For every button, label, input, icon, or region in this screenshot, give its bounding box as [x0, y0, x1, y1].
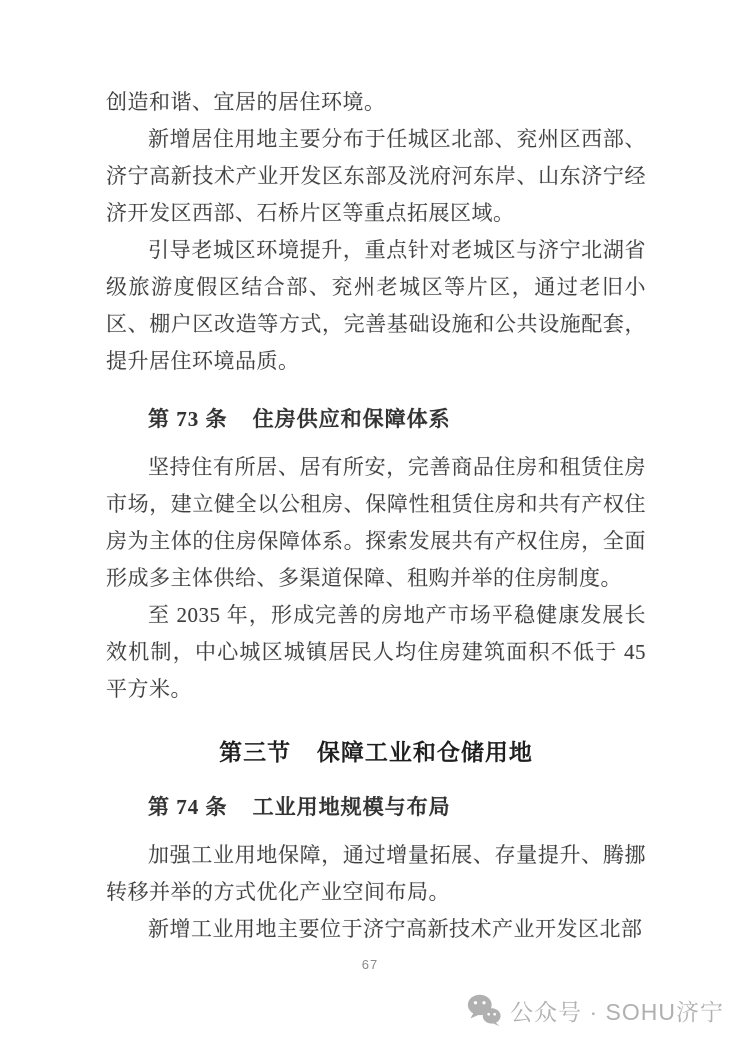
- article-heading-74: [106, 792, 646, 822]
- page-number: 67: [361, 957, 379, 972]
- watermark-text: 公众号 · SOHU济宁: [510, 998, 724, 1025]
- paragraph: 新增居住用地主要分布于任城区北部、兖州区西部、济宁高新技术产业开发区东部及洸府河东岸、山东济宁经济开发区西部、石桥片区等重点拓展区域。: [106, 127, 646, 225]
- paragraph: 加强工业用地保障，通过增量拓展、存量提升、腾挪转移并举的方式优化产业空间布局。: [106, 843, 646, 904]
- paragraph-continuation: 创造和谐、宜居的居住环境。: [106, 90, 386, 114]
- paragraph: 至 2035 年，形成完善的房地产市场平稳健康发展长效机制，中心城区城镇居民人均住房建筑面积不低于 45 平方米。: [106, 603, 646, 701]
- article-title: 工业用地规模与布局: [252, 795, 451, 819]
- paragraph: 坚持住有所居、居有所安，完善商品住房和租赁住房市场，建立健全以公租房、保障性租赁住房和共有产权住房为主体的住房保障体系。探索发展共有产权住房，全面形成多主体供给、多渠道保障、租购并举的住房制度。: [106, 455, 646, 590]
- document-body: [106, 84, 646, 948]
- paragraph: 引导老城区环境提升，重点针对老城区与济宁北湖省级旅游度假区结合部、兖州老城区等片区，通过老旧小区、棚户区改造等方式，完善基础设施和公共设施配套，提升居住环境品质。: [106, 238, 646, 373]
- section-title: 保障工业和仓储用地: [316, 739, 533, 765]
- article-number: 第 73 条: [148, 407, 228, 431]
- article-title: 住房供应和保障体系: [252, 407, 451, 431]
- watermark: [467, 993, 724, 1027]
- section-heading-3: [106, 736, 646, 768]
- paragraph-continues-next-page: 新增工业用地主要位于济宁高新技术产业开发区北部: [148, 917, 643, 941]
- wechat-icon: [467, 993, 501, 1027]
- section-number: 第三节: [219, 739, 292, 765]
- article-number: 第 74 条: [148, 795, 228, 819]
- article-heading-73: [106, 404, 646, 434]
